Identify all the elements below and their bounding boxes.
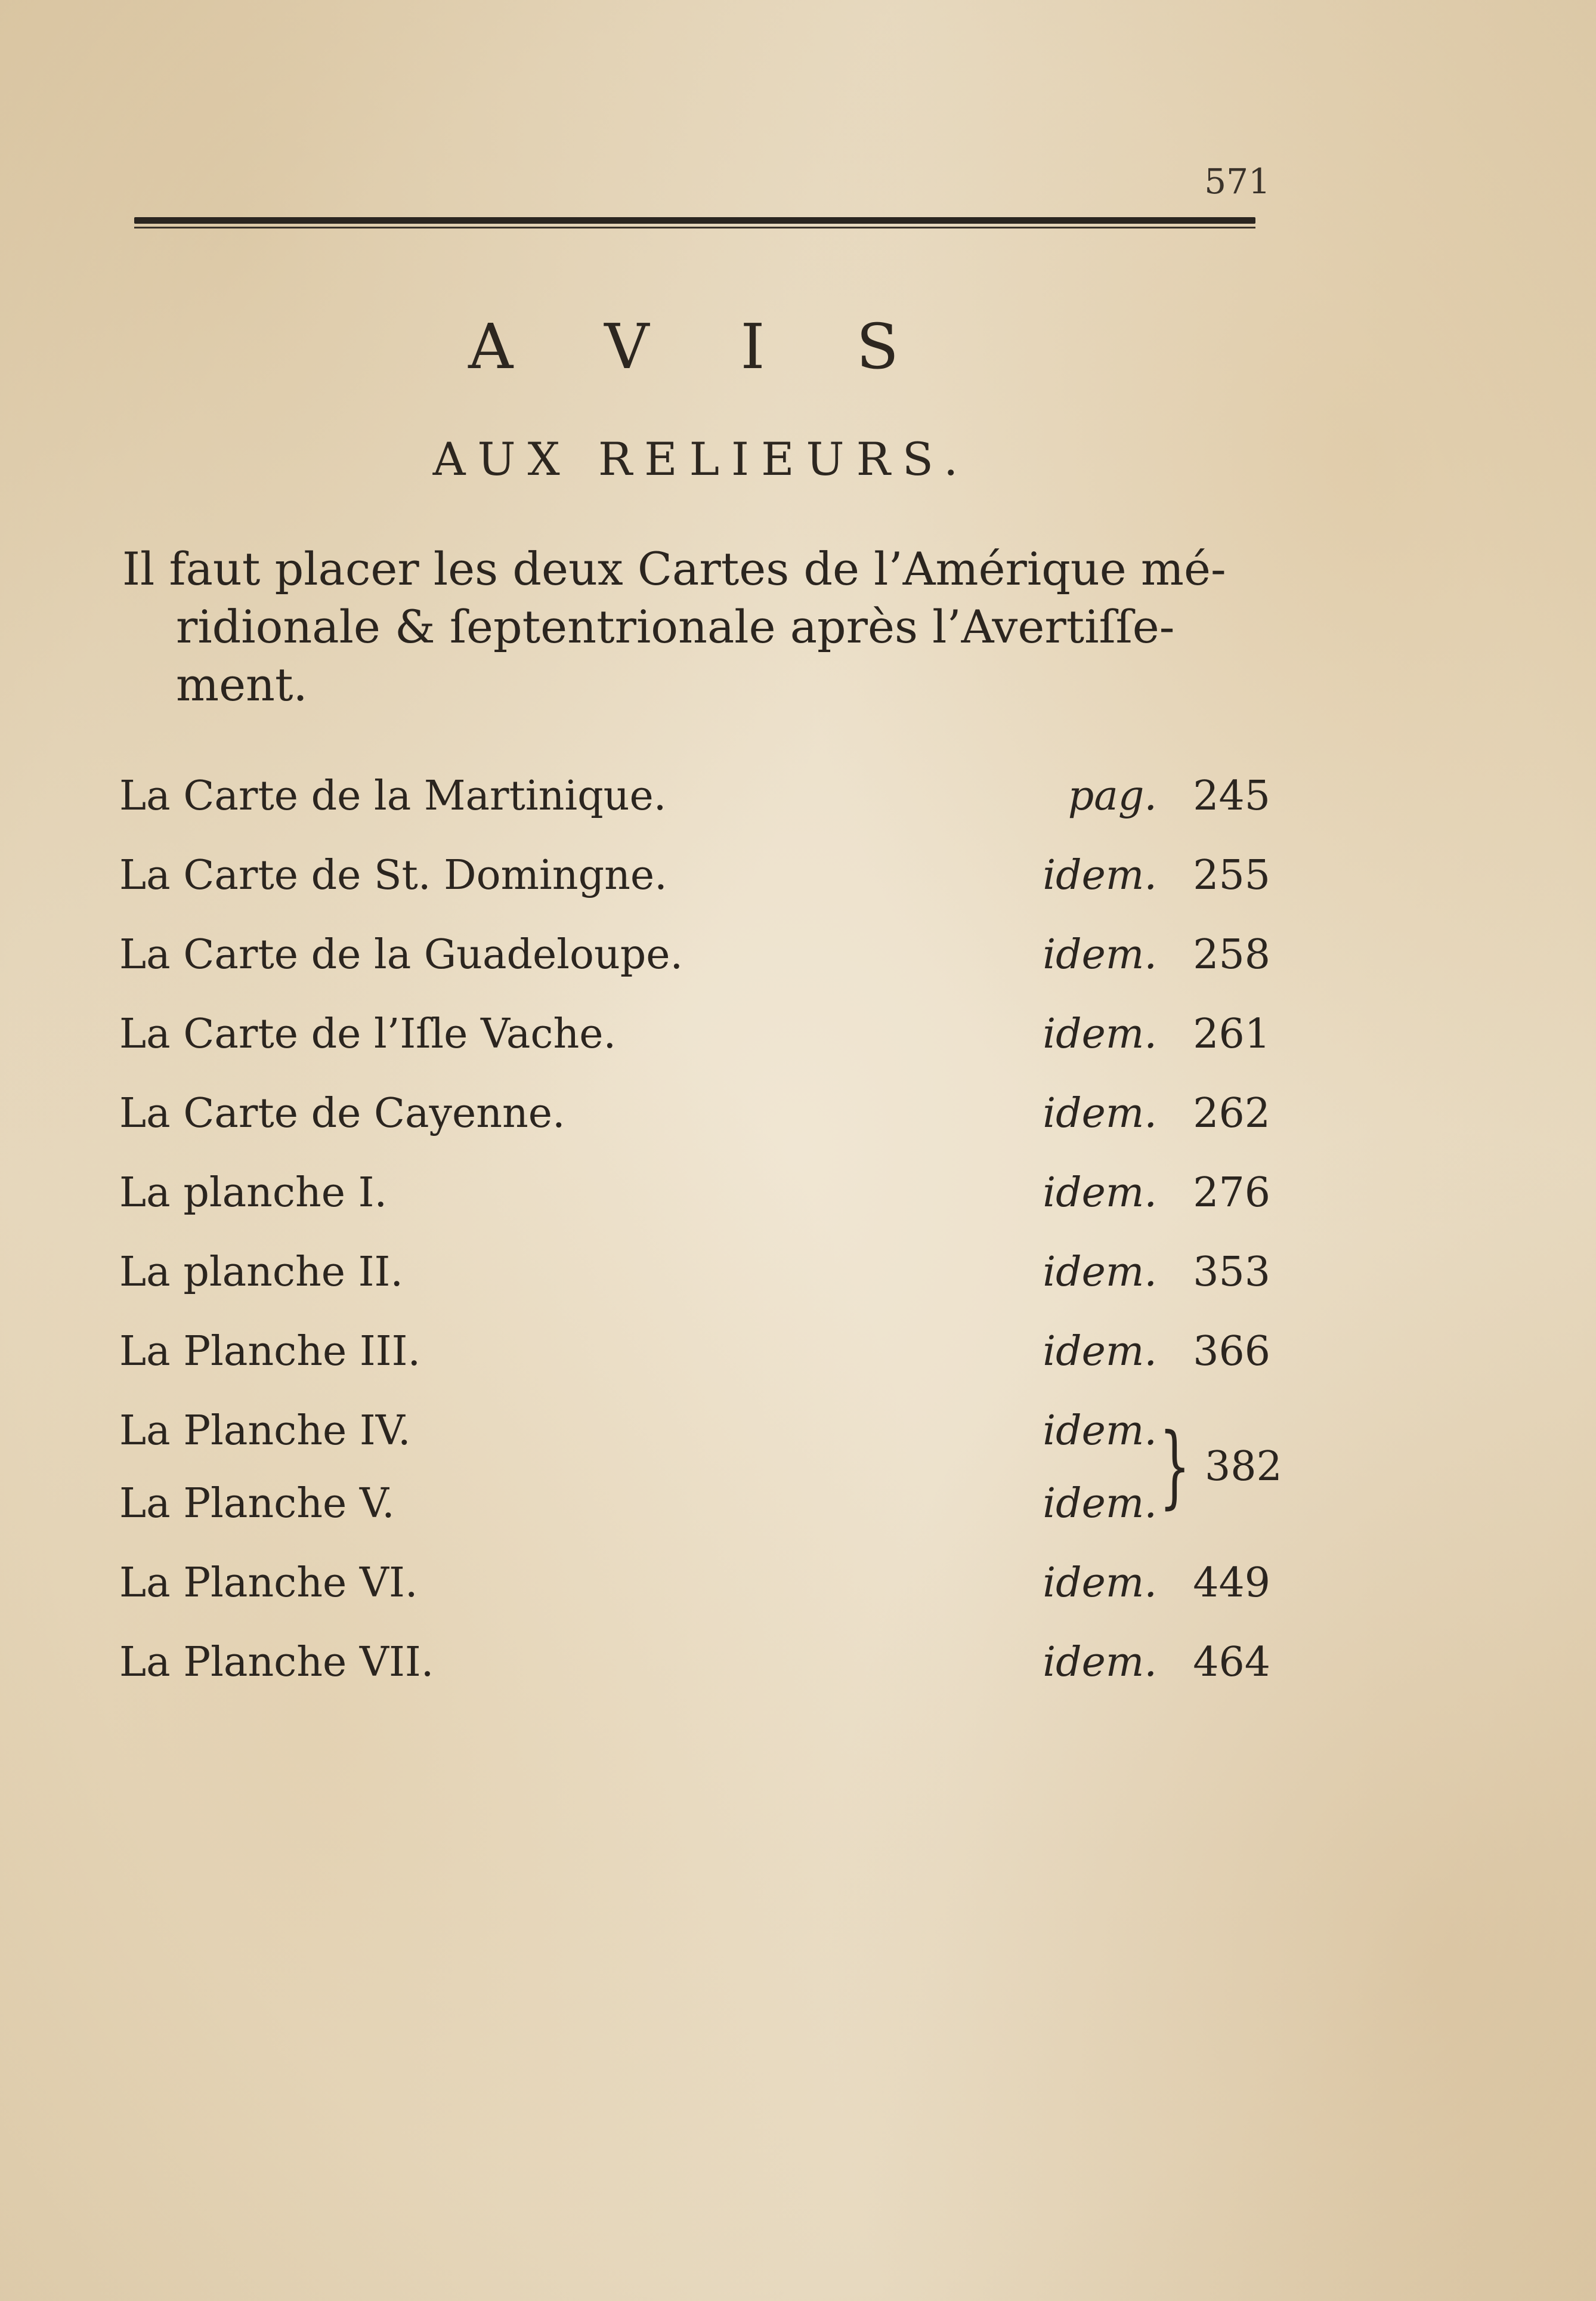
entry-label: La Planche VII. [119, 1639, 434, 1686]
notice-line-1: Il faut placer les deux Cartes de l’Amérique mé- [122, 542, 1226, 595]
list-item [119, 1474, 1270, 1547]
entry-label: La Planche III. [119, 1328, 421, 1375]
entry-ref: pag. [1068, 773, 1157, 820]
header-rule-thick [134, 217, 1255, 224]
entry-label: La planche II. [119, 1249, 403, 1296]
list-item [119, 1633, 1270, 1712]
curly-brace: } [1159, 1414, 1190, 1518]
list-item [119, 1243, 1270, 1322]
list-item [119, 767, 1270, 846]
entry-ref: idem. [1043, 1328, 1157, 1375]
notice-line-2: ridionale & ſeptentrionale après l’Avertiſſe- [176, 600, 1175, 653]
entry-page: 353 [1193, 1249, 1270, 1296]
entry-label: La Planche V. [119, 1480, 395, 1527]
entry-page: 262 [1193, 1090, 1270, 1137]
entry-label: La Carte de la Martinique. [119, 773, 667, 820]
header-rule [134, 217, 1255, 228]
list-item [119, 1163, 1270, 1243]
entry-page: 366 [1193, 1328, 1270, 1375]
entry-page: 449 [1193, 1559, 1270, 1607]
entry-ref: idem. [1043, 1090, 1157, 1137]
entry-ref: idem. [1043, 1407, 1157, 1454]
list-item [119, 1084, 1270, 1163]
entry-page: 464 [1193, 1639, 1270, 1686]
entry-label: La Carte de Cayenne. [119, 1090, 565, 1137]
page-number: 571 [1204, 161, 1270, 202]
entry-ref: idem. [1043, 931, 1157, 978]
entry-ref: idem. [1043, 1011, 1157, 1058]
entry-label: La planche I. [119, 1169, 388, 1216]
entry-ref: idem. [1043, 852, 1157, 899]
notice-paragraph [122, 540, 1264, 714]
entry-page: 245 [1193, 773, 1270, 820]
page-subtitle: AUX RELIEURS. [432, 433, 970, 486]
plates-list [119, 767, 1282, 1712]
entry-page: 261 [1193, 1011, 1270, 1058]
list-item [119, 1401, 1270, 1474]
page-title: A V I S [468, 310, 935, 383]
list-item [119, 925, 1270, 1005]
entry-ref: idem. [1043, 1639, 1157, 1686]
entry-page: 276 [1193, 1169, 1270, 1216]
list-item [119, 846, 1270, 925]
entry-page: 258 [1193, 931, 1270, 978]
list-item [119, 1005, 1270, 1084]
entry-ref: idem. [1043, 1480, 1157, 1527]
entry-ref: idem. [1043, 1169, 1157, 1216]
entry-page: 255 [1193, 852, 1270, 899]
list-item [119, 1553, 1270, 1633]
entry-ref: idem. [1043, 1559, 1157, 1607]
notice-line-3: ment. [176, 658, 308, 711]
entry-label: La Planche VI. [119, 1559, 418, 1607]
paired-entries [119, 1401, 1282, 1553]
list-item [119, 1322, 1270, 1401]
entry-label: La Planche IV. [119, 1407, 411, 1454]
header-rule-thin [134, 227, 1255, 228]
entry-page: 382 [1205, 1443, 1282, 1490]
entry-label: La Carte de la Guadeloupe. [119, 931, 683, 978]
entry-label: La Carte de l’Iſle Vache. [119, 1011, 617, 1058]
entry-ref: idem. [1043, 1249, 1157, 1296]
entry-label: La Carte de St. Domingne. [119, 852, 667, 899]
